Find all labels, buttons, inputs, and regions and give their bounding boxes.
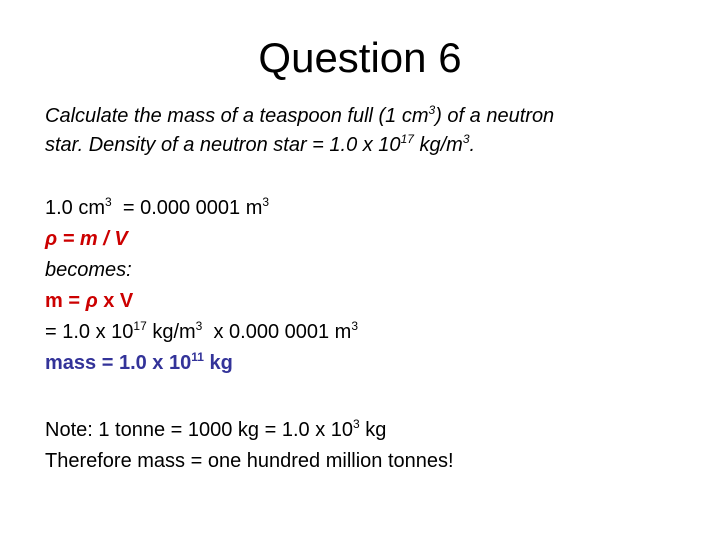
superscript: 3	[105, 195, 112, 209]
result-text: mass = 1.0 x 10	[45, 352, 192, 374]
working-text: = 0.000 0001 m	[111, 197, 263, 219]
working-text: = 1.0 x 10	[45, 321, 134, 343]
calculation-line	[45, 320, 358, 344]
note-line-2: Therefore mass = one hundred million tonnes!	[45, 450, 454, 472]
working-text: 1.0 cm	[45, 197, 106, 219]
becomes-label: becomes:	[45, 259, 132, 281]
question-text: star. Density of a neutron star = 1.0 x 10	[45, 134, 401, 156]
superscript: 3	[262, 195, 270, 209]
superscript: 3	[195, 319, 203, 333]
note-text: Note: 1 tonne = 1000 kg = 1.0 x 10	[45, 419, 354, 441]
question-line-2	[45, 133, 475, 157]
question-text: Calculate the mass of a teaspoon full (1 cm	[45, 105, 429, 127]
note-text: kg	[359, 419, 387, 441]
rho-symbol: ρ	[85, 290, 98, 312]
question-text: .	[469, 134, 476, 156]
superscript: 17	[133, 319, 147, 333]
superscript: 3	[428, 103, 436, 117]
conversion-line	[45, 196, 269, 220]
question-line-1	[45, 104, 554, 128]
density-formula: ρ = m / V	[45, 228, 128, 250]
working-text: x 0.000 0001 m	[202, 321, 352, 343]
mass-formula	[45, 289, 133, 313]
superscript: 11	[191, 350, 204, 364]
superscript: 3	[462, 132, 470, 146]
question-text: ) of a neutron	[435, 105, 555, 127]
superscript: 3	[353, 417, 360, 431]
note-line-1	[45, 418, 386, 442]
result-line	[45, 351, 233, 375]
slide-title: Question 6	[258, 34, 462, 81]
superscript: 3	[351, 319, 359, 333]
formula-text: m =	[45, 290, 86, 312]
superscript: 17	[400, 132, 414, 146]
result-text: kg	[203, 352, 233, 374]
working-text: kg/m	[146, 321, 196, 343]
question-text: kg/m	[413, 134, 463, 156]
formula-text: x V	[97, 290, 134, 312]
